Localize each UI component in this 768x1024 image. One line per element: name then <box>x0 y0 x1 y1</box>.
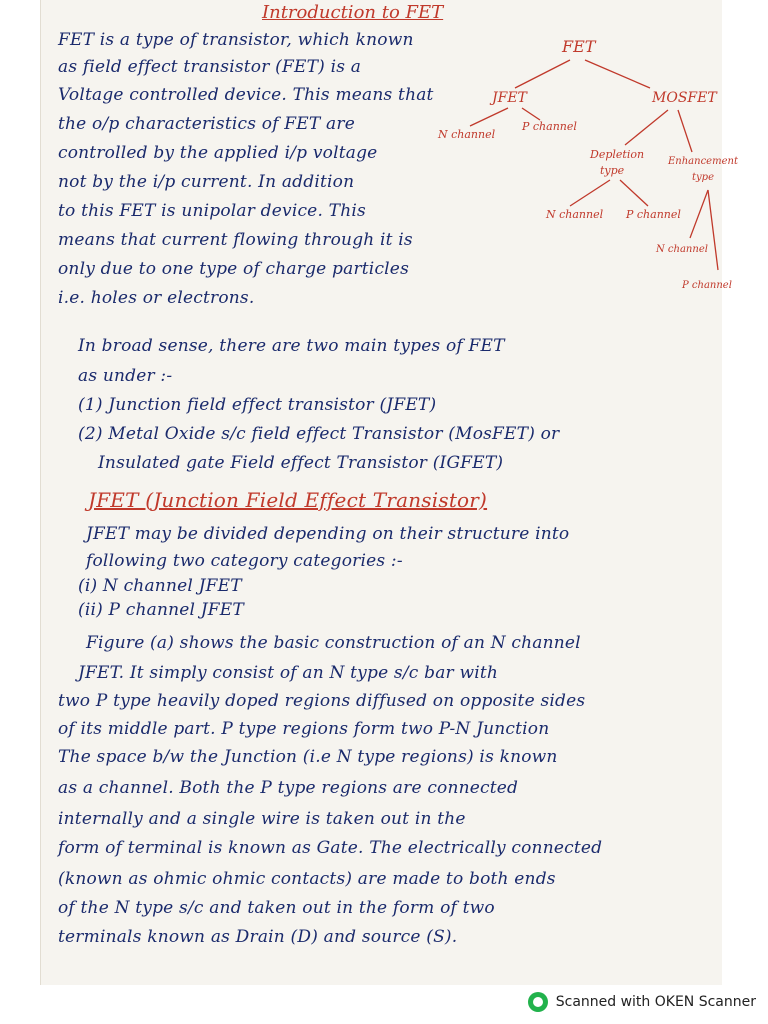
types-line: (1) Junction field effect transistor (JFET) <box>78 395 437 415</box>
tree-enh-n-label: N channel <box>656 244 708 255</box>
tree-enhancement-label: Enhancement <box>668 156 738 167</box>
tree-edge <box>570 180 610 206</box>
tree-edge <box>585 60 650 88</box>
types-line: In broad sense, there are two main types of FET <box>78 336 505 356</box>
jfet-line: JFET. It simply consist of an N type s/c bar with <box>78 663 499 683</box>
jfet-line: of the N type s/c and taken out in the form of two <box>58 898 495 918</box>
intro-line: as field effect transistor (FET) is a <box>58 57 362 77</box>
tree-edge <box>625 110 668 145</box>
scanner-watermark <box>528 992 756 1012</box>
tree-edge <box>708 190 718 270</box>
fet-classification-tree <box>430 30 738 310</box>
tree-edge <box>515 60 570 88</box>
tree-dep-p-label: P channel <box>626 208 681 221</box>
intro-line: means that current flowing through it is <box>58 230 413 250</box>
tree-edge <box>470 108 508 126</box>
scanner-logo-icon <box>528 992 548 1012</box>
tree-root-label: FET <box>562 37 596 56</box>
types-line: Insulated gate Field effect Transistor (IGFET) <box>98 453 504 473</box>
jfet-line: (known as ohmic ohmic contacts) are made to both ends <box>58 869 556 889</box>
page-title: Introduction to FET <box>262 2 444 23</box>
intro-line: the o/p characteristics of FET are <box>58 114 355 134</box>
tree-mosfet-label: MOSFET <box>652 90 717 106</box>
jfet-line: The space b/w the Junction (i.e N type regions) is known <box>58 747 558 767</box>
intro-line: i.e. holes or electrons. <box>58 288 255 308</box>
intro-line: not by the i/p current. In addition <box>58 172 355 192</box>
tree-edge <box>678 110 692 152</box>
tree-edge <box>690 190 708 238</box>
types-line: as under :- <box>78 366 173 386</box>
jfet-line: terminals known as Drain (D) and source (S). <box>58 927 458 947</box>
jfet-line: following two category categories :- <box>86 551 403 571</box>
tree-dep-n-label: N channel <box>546 208 604 221</box>
tree-enh-p-label: P channel <box>682 280 732 291</box>
types-line: (2) Metal Oxide s/c field effect Transistor (MosFET) or <box>78 424 560 444</box>
scanner-text: Scanned with OKEN Scanner <box>555 994 756 1010</box>
intro-line: FET is a type of transistor, which known <box>58 30 414 50</box>
intro-line: to this FET is unipolar device. This <box>58 201 366 221</box>
jfet-line: two P type heavily doped regions diffused on opposite sides <box>58 691 586 711</box>
jfet-line: internally and a single wire is taken out in the <box>58 809 466 829</box>
tree-jfet-label: JFET <box>492 90 527 106</box>
tree-edge <box>620 180 648 206</box>
jfet-line: form of terminal is known as Gate. The electrically connected <box>58 838 603 858</box>
jfet-line: Figure (a) shows the basic construction of an N channel <box>86 633 581 653</box>
intro-line: only due to one type of charge particles <box>58 259 409 279</box>
tree-depletion-sub-label: type <box>600 164 625 177</box>
tree-depletion-label: Depletion <box>590 148 645 161</box>
tree-enhancement-sub-label: type <box>692 172 714 183</box>
jfet-heading: JFET (Junction Field Effect Transistor) <box>88 488 488 512</box>
jfet-line: (i) N channel JFET <box>78 576 242 596</box>
jfet-line: as a channel. Both the P type regions are connected <box>58 778 519 798</box>
jfet-line: of its middle part. P type regions form two P-N Junction <box>58 719 550 739</box>
intro-line: controlled by the applied i/p voltage <box>58 143 378 163</box>
tree-jfet-p-label: P channel <box>522 120 577 133</box>
jfet-line: (ii) P channel JFET <box>78 600 244 620</box>
jfet-line: JFET may be divided depending on their structure into <box>86 524 570 544</box>
intro-line: Voltage controlled device. This means that <box>58 85 434 105</box>
tree-edge <box>522 108 540 120</box>
tree-jfet-n-label: N channel <box>438 128 496 141</box>
